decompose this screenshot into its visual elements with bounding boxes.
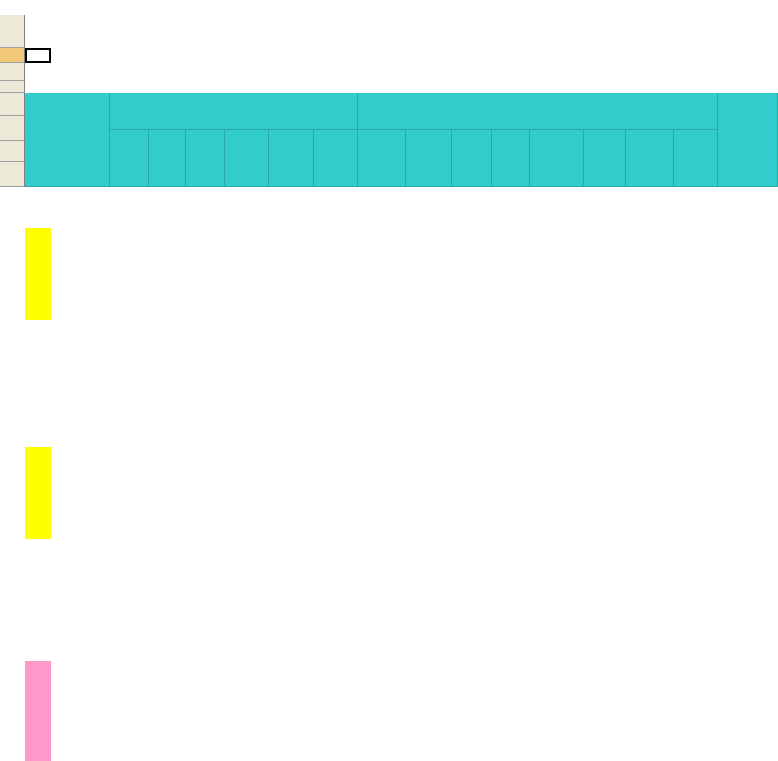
year-label-2550: [25, 228, 51, 320]
year-label-2552: [25, 661, 51, 761]
header-gasohol: [225, 130, 269, 187]
header-base: [452, 130, 492, 187]
header-low-speed: [492, 130, 530, 187]
row-3: [0, 63, 778, 81]
row-header-7[interactable]: [0, 141, 25, 162]
row-title: [0, 15, 778, 48]
header-sum-benzene: [186, 130, 225, 187]
row-header-3[interactable]: [0, 63, 25, 81]
header-octane95: [149, 130, 186, 187]
header-b5: [530, 130, 584, 187]
header-palm-diesel: [358, 130, 406, 187]
header-sum-diesel: [626, 130, 674, 187]
header-high-speed: [406, 130, 452, 187]
row-4: [0, 81, 778, 93]
row-header-1[interactable]: [0, 15, 25, 48]
sheet-title: [110, 15, 730, 48]
header-month: [25, 93, 110, 187]
active-cell-a2[interactable]: [25, 48, 51, 63]
header-share-gasoline: [314, 130, 358, 187]
row-header-5[interactable]: [0, 93, 25, 116]
header-gasoline: [110, 93, 358, 130]
row-header-2[interactable]: [0, 48, 25, 63]
table-header: [0, 93, 778, 187]
header-diesel: [358, 93, 718, 130]
row-header-6[interactable]: [0, 116, 25, 141]
header-ngv: [718, 93, 778, 187]
row-header-8[interactable]: [0, 162, 25, 187]
header-share-diesel: [674, 130, 718, 187]
header-octane91: [110, 130, 149, 187]
year-label-2551: [25, 447, 51, 539]
header-fishery: [584, 130, 626, 187]
row-2: [0, 48, 778, 63]
header-sum-all: [269, 130, 314, 187]
column-header-bar: [0, 0, 778, 15]
row-header-4[interactable]: [0, 81, 25, 93]
